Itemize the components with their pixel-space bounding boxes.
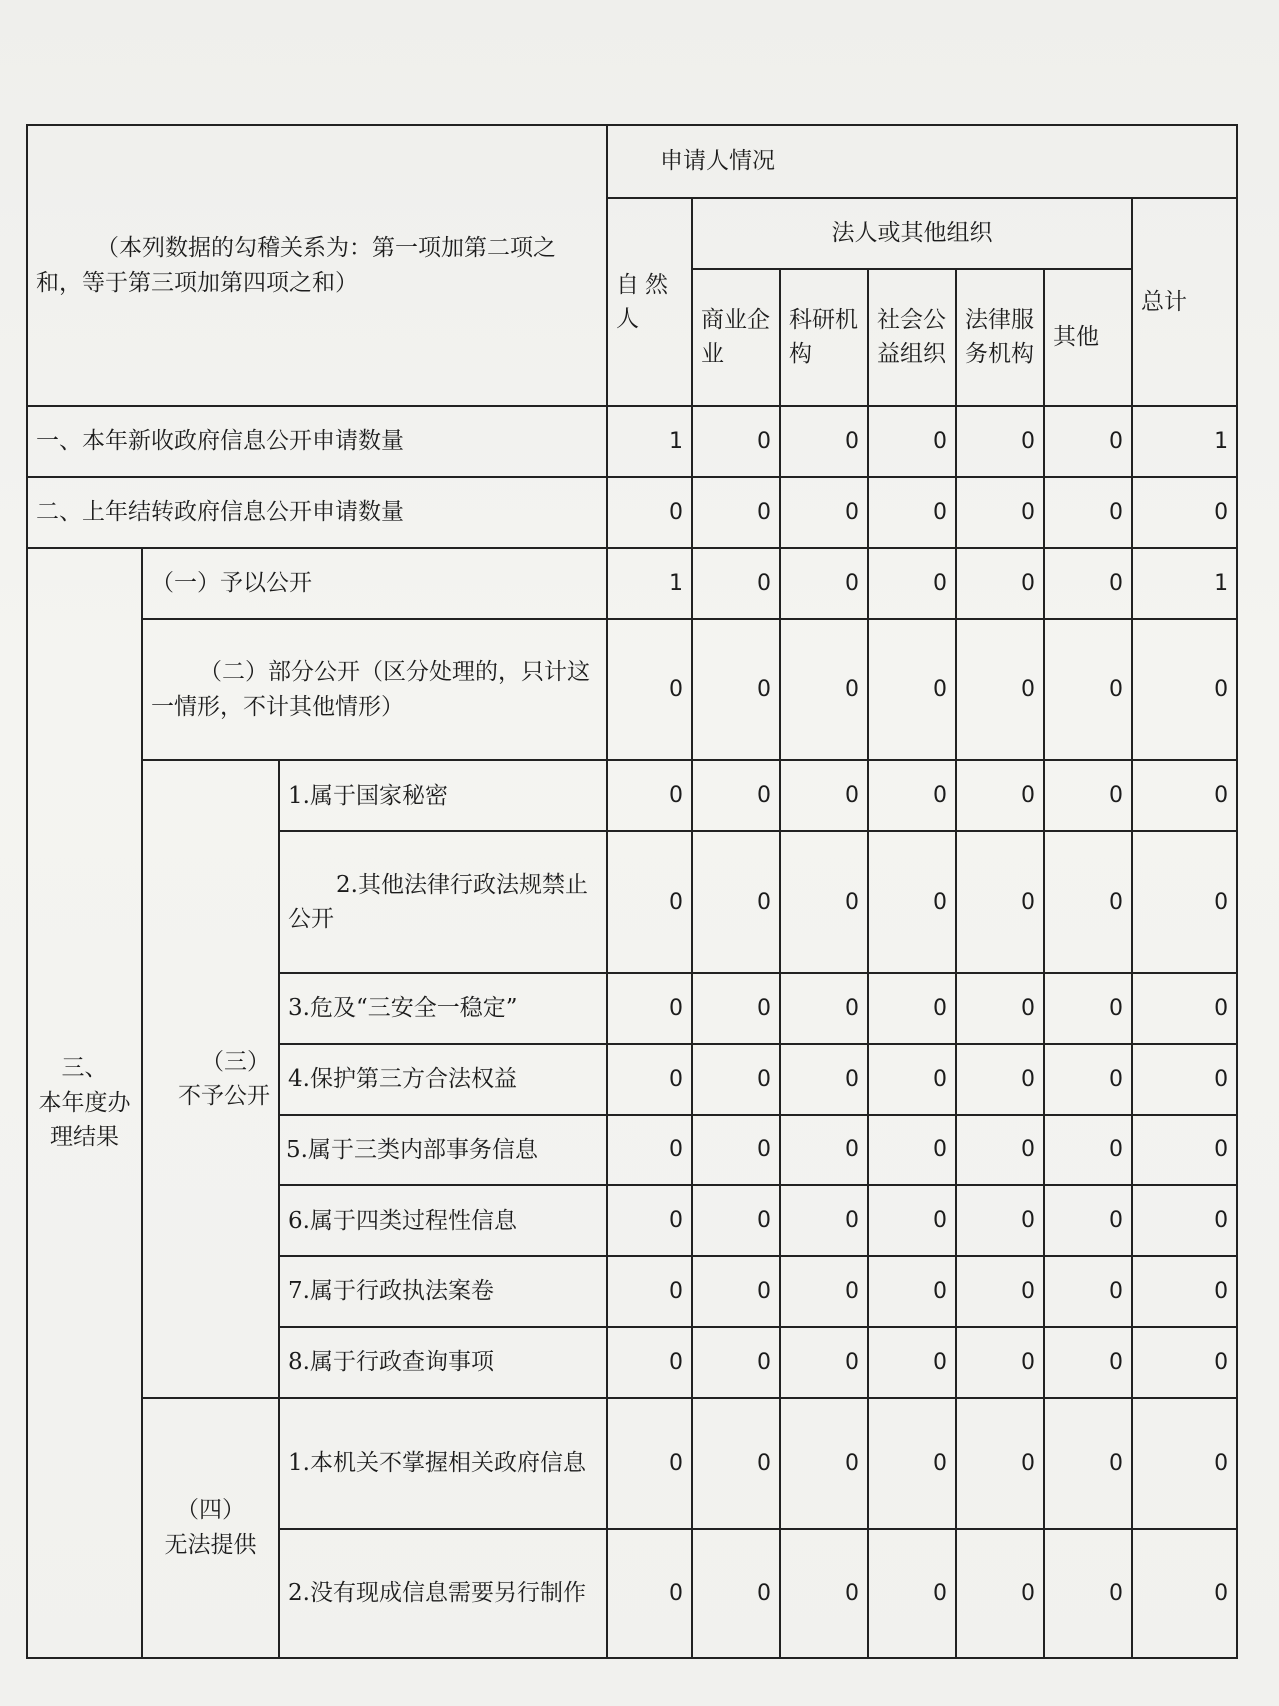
cell-value: 0 <box>956 548 1044 619</box>
cell-value: 0 <box>868 406 956 477</box>
row-label-needs-production: 2.没有现成信息需要另行制作 <box>279 1529 607 1658</box>
cell-value: 0 <box>692 1115 780 1186</box>
cell-value: 1 <box>1132 406 1237 477</box>
cell-value: 0 <box>1044 760 1132 831</box>
cell-value: 0 <box>692 1185 780 1256</box>
cell-value: 0 <box>868 477 956 548</box>
cell-value: 0 <box>692 1044 780 1115</box>
cell-value: 0 <box>607 760 692 831</box>
cell-value: 0 <box>1044 548 1132 619</box>
cell-value: 0 <box>607 1327 692 1398</box>
cell-value: 0 <box>1044 1256 1132 1327</box>
cell-value: 0 <box>1044 1327 1132 1398</box>
header-row-1 <box>27 125 1237 198</box>
cell-value: 0 <box>1132 760 1237 831</box>
cell-value: 0 <box>956 973 1044 1044</box>
row-label-third-party-rights: 4.保护第三方合法权益 <box>279 1044 607 1115</box>
header-note: （本列数据的勾稽关系为：第一项加第二项之和，等于第三项加第四项之和） <box>27 125 607 406</box>
report-sheet <box>26 124 1236 1659</box>
cell-value: 0 <box>780 1256 868 1327</box>
sub3-label <box>142 760 279 1397</box>
cell-value: 0 <box>692 477 780 548</box>
cell-value: 0 <box>956 1529 1044 1658</box>
cell-value: 0 <box>692 619 780 761</box>
sub4-label <box>142 1398 279 1658</box>
cell-value: 0 <box>692 1327 780 1398</box>
cell-value: 0 <box>607 619 692 761</box>
cell-value: 0 <box>780 1185 868 1256</box>
cell-value: 0 <box>1132 1327 1237 1398</box>
cell-value: 0 <box>1044 1398 1132 1530</box>
cell-value: 1 <box>607 406 692 477</box>
row-label-disclosed: （一）予以公开 <box>142 548 607 619</box>
cell-value: 0 <box>1044 831 1132 973</box>
table-row <box>27 477 1237 548</box>
cell-value: 0 <box>692 1256 780 1327</box>
sub4-label-number: （四） <box>176 1497 245 1524</box>
row-label-partially-disclosed: （二）部分公开（区分处理的，只计这一情形，不计其他情形） <box>142 619 607 761</box>
cell-value: 0 <box>1132 1185 1237 1256</box>
cell-value: 1 <box>607 548 692 619</box>
row-label-process-info: 6.属于四类过程性信息 <box>279 1185 607 1256</box>
cell-value: 0 <box>868 760 956 831</box>
cell-value: 0 <box>868 831 956 973</box>
cell-value: 0 <box>692 406 780 477</box>
cell-value: 0 <box>1044 477 1132 548</box>
cell-value: 1 <box>1132 548 1237 619</box>
table-row <box>27 619 1237 761</box>
row-label-not-held: 1.本机关不掌握相关政府信息 <box>279 1398 607 1530</box>
cell-value: 0 <box>780 1398 868 1530</box>
cell-value: 0 <box>1132 1398 1237 1530</box>
cell-value: 0 <box>1132 831 1237 973</box>
table-row <box>27 760 1237 831</box>
cell-value: 0 <box>607 1115 692 1186</box>
cell-value: 0 <box>1132 1529 1237 1658</box>
cell-value: 0 <box>692 760 780 831</box>
cell-value: 0 <box>868 1044 956 1115</box>
cell-value: 0 <box>692 1398 780 1530</box>
header-social-welfare-org: 社会公益组织 <box>868 269 956 407</box>
cell-value: 0 <box>780 1529 868 1658</box>
row-label-three-safety: 3.危及“三安全一稳定” <box>279 973 607 1044</box>
cell-value: 0 <box>956 1044 1044 1115</box>
cell-value: 0 <box>956 1327 1044 1398</box>
header-total: 总计 <box>1132 198 1237 406</box>
cell-value: 0 <box>956 406 1044 477</box>
cell-value: 0 <box>692 548 780 619</box>
cell-value: 0 <box>868 1185 956 1256</box>
disclosure-statistics-table <box>26 124 1238 1659</box>
header-commercial-enterprise: 商业企业 <box>692 269 780 407</box>
cell-value: 0 <box>1132 619 1237 761</box>
cell-value: 0 <box>607 973 692 1044</box>
cell-value: 0 <box>1132 973 1237 1044</box>
section3-label-text: 本年度办理结果 <box>38 1089 131 1151</box>
cell-value: 0 <box>1044 1529 1132 1658</box>
table-row <box>27 1398 1237 1530</box>
cell-value: 0 <box>868 619 956 761</box>
header-other: 其他 <box>1044 269 1132 407</box>
section3-label <box>27 548 142 1658</box>
header-research-institution: 科研机构 <box>780 269 868 407</box>
cell-value: 0 <box>607 1185 692 1256</box>
sub4-label-text: 无法提供 <box>164 1531 257 1558</box>
cell-value: 0 <box>1044 619 1132 761</box>
row-label-enforcement-files: 7.属于行政执法案卷 <box>279 1256 607 1327</box>
cell-value: 0 <box>1044 1044 1132 1115</box>
cell-value: 0 <box>1132 1044 1237 1115</box>
cell-value: 0 <box>692 1529 780 1658</box>
cell-value: 0 <box>780 619 868 761</box>
table-row <box>27 548 1237 619</box>
cell-value: 0 <box>868 1398 956 1530</box>
cell-value: 0 <box>780 973 868 1044</box>
cell-value: 0 <box>956 1256 1044 1327</box>
cell-value: 0 <box>956 477 1044 548</box>
cell-value: 0 <box>607 831 692 973</box>
row-label-internal-affairs: 5.属于三类内部事务信息 <box>279 1115 607 1186</box>
cell-value: 0 <box>780 477 868 548</box>
row-label-inquiry-matters: 8.属于行政查询事项 <box>279 1327 607 1398</box>
header-applicant-situation: 申请人情况 <box>607 125 1237 198</box>
sub3-label-number: （三） <box>201 1048 270 1075</box>
header-legal-service-org: 法律服务机构 <box>956 269 1044 407</box>
cell-value: 0 <box>1132 1256 1237 1327</box>
row-label-state-secret: 1.属于国家秘密 <box>279 760 607 831</box>
cell-value: 0 <box>780 760 868 831</box>
cell-value: 0 <box>956 1115 1044 1186</box>
cell-value: 0 <box>868 548 956 619</box>
row-label-carried-over: 二、上年结转政府信息公开申请数量 <box>27 477 607 548</box>
cell-value: 0 <box>1132 1115 1237 1186</box>
section3-label-number: 三、 <box>61 1055 108 1082</box>
cell-value: 0 <box>868 973 956 1044</box>
cell-value: 0 <box>868 1327 956 1398</box>
cell-value: 0 <box>956 831 1044 973</box>
cell-value: 0 <box>780 1327 868 1398</box>
cell-value: 0 <box>607 1044 692 1115</box>
header-natural-person: 自然人 <box>607 198 692 406</box>
cell-value: 0 <box>1044 1115 1132 1186</box>
cell-value: 0 <box>868 1256 956 1327</box>
cell-value: 0 <box>607 477 692 548</box>
cell-value: 0 <box>868 1529 956 1658</box>
cell-value: 0 <box>607 1398 692 1530</box>
cell-value: 0 <box>1044 1185 1132 1256</box>
cell-value: 0 <box>1132 477 1237 548</box>
cell-value: 0 <box>780 406 868 477</box>
cell-value: 0 <box>692 973 780 1044</box>
cell-value: 0 <box>780 831 868 973</box>
cell-value: 0 <box>607 1529 692 1658</box>
cell-value: 0 <box>956 1185 1044 1256</box>
cell-value: 0 <box>956 619 1044 761</box>
cell-value: 0 <box>780 548 868 619</box>
table-row <box>27 406 1237 477</box>
cell-value: 0 <box>607 1256 692 1327</box>
sub3-label-text: 不予公开 <box>178 1083 270 1110</box>
cell-value: 0 <box>956 760 1044 831</box>
header-legal-or-other: 法人或其他组织 <box>692 198 1132 269</box>
cell-value: 0 <box>1044 973 1132 1044</box>
cell-value: 0 <box>780 1115 868 1186</box>
row-label-prohibited-by-law: 2.其他法律行政法规禁止公开 <box>279 831 607 973</box>
cell-value: 0 <box>868 1115 956 1186</box>
cell-value: 0 <box>1044 406 1132 477</box>
cell-value: 0 <box>692 831 780 973</box>
row-label-new-applications: 一、本年新收政府信息公开申请数量 <box>27 406 607 477</box>
cell-value: 0 <box>956 1398 1044 1530</box>
cell-value: 0 <box>780 1044 868 1115</box>
